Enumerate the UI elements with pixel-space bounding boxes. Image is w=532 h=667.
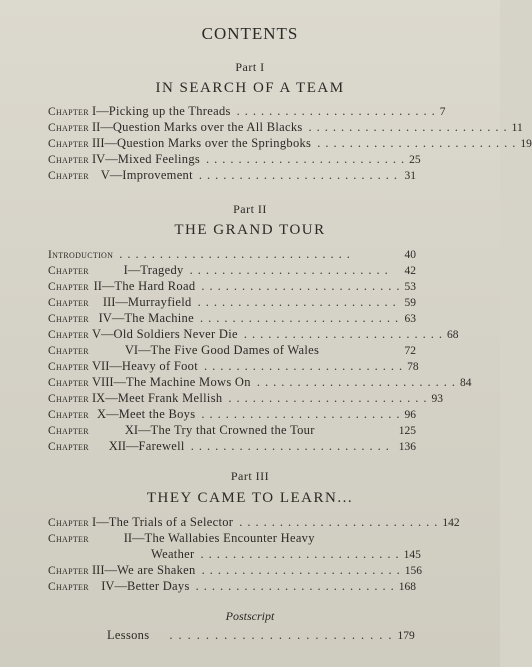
toc-entry: Chapter II — Question Marks over the All Blacks ......................... 11 — [48, 120, 523, 134]
part-2-heading: THE GRAND TOUR — [174, 222, 326, 238]
toc-entry: Chapter II — The Hard Road ......................... 53 — [48, 279, 416, 293]
postscript-label: Postscript — [225, 609, 275, 623]
toc-entry: Chapter XII — Farewell ......................... 136 — [48, 439, 416, 453]
part-3-heading: THEY CAME TO LEARN... — [146, 490, 354, 506]
part-2-toc — [48, 247, 472, 455]
toc-entry: Chapter IV — Mixed Feelings ......................... 25 — [48, 152, 421, 166]
part-1-toc — [48, 104, 532, 184]
toc-entry: Chapter IV — The Machine ......................... 63 — [48, 311, 416, 325]
toc-entry-continued: Weather ......................... 145 — [151, 547, 421, 561]
toc-entry: Chapter III — Question Marks over the Springboks ......................... 19 — [48, 136, 532, 150]
toc-entry: Chapter III — We are Shaken ......................... 156 — [48, 563, 422, 577]
toc-entry: Chapter I — Picking up the Threads ......................... 7 — [48, 104, 446, 118]
toc-entry: Chapter IV — Better Days ......................... 168 — [48, 579, 416, 593]
toc-entry: Chapter III — Murrayfield ......................... 59 — [48, 295, 416, 309]
part-3-label: Part III — [230, 469, 270, 483]
toc-entry: Chapter V — Improvement ......................... 31 — [48, 168, 416, 182]
contents-title: CONTENTS — [201, 24, 299, 43]
toc-entry: Chapter IX — Meet Frank Mellish ......................... 93 — [48, 391, 444, 405]
toc-entry: Chapter V — Old Soldiers Never Die ......................... 68 — [48, 327, 459, 341]
part-1-label: Part I — [235, 60, 265, 74]
toc-entry: Chapter II — The Wallabies Encounter Heavy — [48, 531, 315, 545]
toc-entry: Chapter I — The Trials of a Selector ......................... 142 — [48, 515, 460, 529]
toc-entry: Chapter XI — The Try that Crowned the Tour 125 — [48, 423, 416, 437]
toc-entry: Chapter VIII — The Machine Mows On ......................... 84 — [48, 375, 472, 389]
toc-entry-introduction: Introduction ............................. 40 — [48, 247, 416, 261]
toc-entry: Chapter VI — The Five Good Dames of Wales 72 — [48, 343, 416, 357]
part-1-heading: IN SEARCH OF A TEAM — [155, 80, 345, 96]
toc-entry-lessons: Lessons ......................... 179 — [107, 628, 415, 642]
postscript-toc — [107, 628, 415, 644]
toc-entry: Chapter X — Meet the Boys ......................... 96 — [48, 407, 416, 421]
toc-entry: Chapter I — Tragedy ......................... 42 — [48, 263, 416, 277]
part-3-toc — [48, 515, 460, 595]
toc-entry: Chapter VII — Heavy of Foot ......................... 78 — [48, 359, 419, 373]
part-2-label: Part II — [233, 202, 267, 216]
